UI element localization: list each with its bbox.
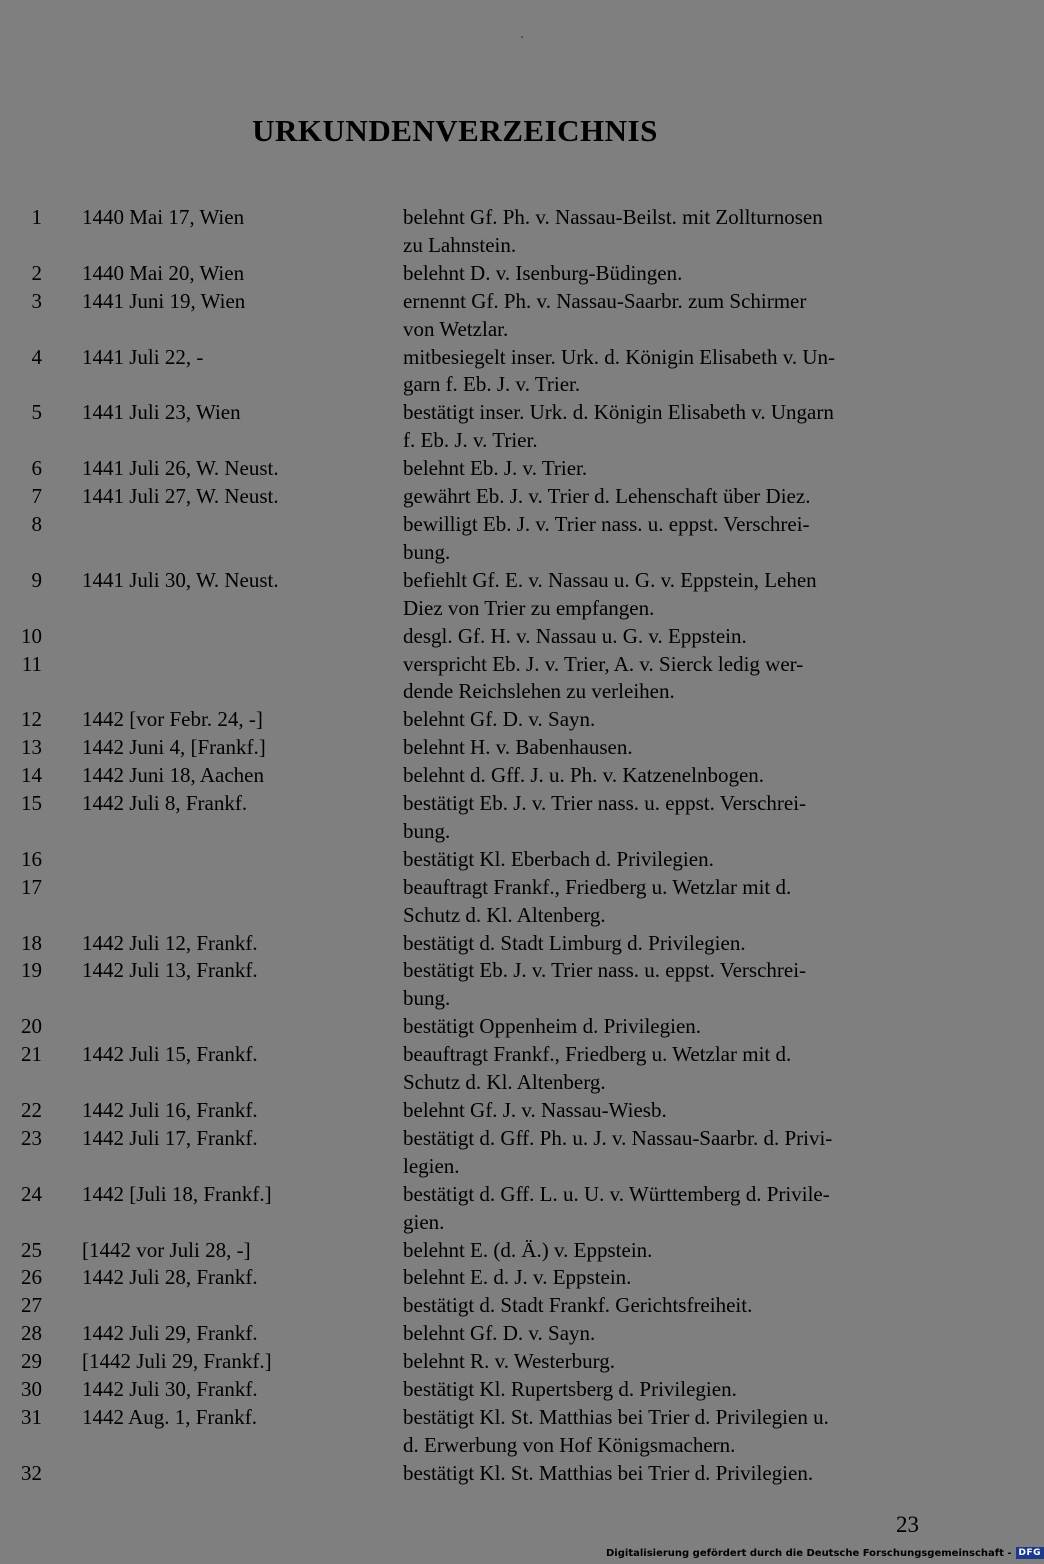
entry-description-line: bewilligt Eb. J. v. Trier nass. u. eppst. Verschrei- <box>403 511 810 536</box>
entry-description <box>403 1041 920 1097</box>
entry-number: 2 <box>31 260 42 285</box>
register-entry <box>0 483 1000 511</box>
register-entry <box>0 1041 1000 1097</box>
register-entry <box>0 762 1000 790</box>
entry-number: 16 <box>21 846 42 871</box>
entry-date-place: 1441 Juli 27, W. Neust. <box>82 484 279 509</box>
entry-number: 11 <box>21 651 42 676</box>
dfg-logo-icon: DFG <box>1016 1547 1044 1559</box>
entry-number: 17 <box>21 874 42 899</box>
entry-description-line: bestätigt Eb. J. v. Trier nass. u. eppst. Verschrei- <box>403 958 807 983</box>
entry-description <box>403 1320 920 1348</box>
entry-date-place: 1442 Juni 18, Aachen <box>82 763 264 788</box>
entry-number: 20 <box>21 1014 42 1039</box>
entry-number: 4 <box>31 344 42 369</box>
entry-number: 26 <box>21 1265 42 1290</box>
entry-description <box>403 1181 920 1237</box>
entry-date-place: [1442 Juli 29, Frankf.] <box>82 1349 272 1374</box>
document-register-list <box>0 204 1000 1488</box>
entry-description <box>403 1013 920 1041</box>
register-entry <box>0 399 1000 455</box>
register-entry <box>0 651 1000 707</box>
entry-date-place: 1440 Mai 20, Wien <box>82 260 245 285</box>
register-entry <box>0 1264 1000 1292</box>
register-entry <box>0 344 1000 400</box>
entry-date-place: 1442 Aug. 1, Frankf. <box>82 1404 257 1429</box>
entry-description <box>403 344 920 400</box>
register-entry <box>0 1125 1000 1181</box>
entry-date-place: 1441 Juli 22, - <box>82 344 204 369</box>
register-entry <box>0 930 1000 958</box>
entry-description-line: belehnt d. Gff. J. u. Ph. v. Katzenelnbogen. <box>403 763 765 788</box>
register-entry <box>0 706 1000 734</box>
entry-description <box>403 1460 920 1488</box>
entry-description-line: belehnt Eb. J. v. Trier. <box>403 456 588 481</box>
entry-description <box>403 1348 920 1376</box>
entry-description-line: bung. <box>403 986 451 1011</box>
entry-number: 18 <box>21 930 42 955</box>
entry-description-line: bestätigt Eb. J. v. Trier nass. u. eppst. Verschrei- <box>403 791 807 816</box>
entry-number: 7 <box>31 484 42 509</box>
entry-description-line: beauftragt Frankf., Friedberg u. Wetzlar mit d. <box>403 1042 792 1067</box>
entry-description <box>403 260 920 288</box>
register-entry <box>0 1237 1000 1265</box>
entry-number: 13 <box>21 735 42 760</box>
page-title: URKUNDENVERZEICHNIS <box>252 112 658 148</box>
page-number: 23 <box>896 1512 919 1537</box>
register-entry <box>0 957 1000 1013</box>
entry-number: 12 <box>21 707 42 732</box>
entry-description-line: belehnt Gf. J. v. Nassau-Wiesb. <box>403 1098 667 1122</box>
entry-description-line: bestätigt Kl. Rupertsberg d. Privilegien. <box>403 1377 737 1402</box>
register-entry <box>0 846 1000 874</box>
entry-date-place: 1442 Juli 12, Frankf. <box>82 930 258 955</box>
entry-date-place: 1442 Juni 4, [Frankf.] <box>82 735 266 760</box>
register-entry <box>0 1292 1000 1320</box>
entry-description-line: ernennt Gf. Ph. v. Nassau-Saarbr. zum Schirmer <box>403 288 807 313</box>
register-entry <box>0 623 1000 651</box>
entry-description-line: beauftragt Frankf., Friedberg u. Wetzlar mit d. <box>403 874 792 899</box>
entry-number: 5 <box>31 400 42 425</box>
entry-description-line: zu Lahnstein. <box>403 232 517 257</box>
entry-date-place: 1441 Juli 23, Wien <box>82 400 241 425</box>
entry-date-place: 1442 Juli 8, Frankf. <box>82 791 248 816</box>
entry-description <box>403 1264 920 1292</box>
register-entry <box>0 1460 1000 1488</box>
entry-description-line: belehnt Gf. D. v. Sayn. <box>403 707 596 732</box>
register-entry <box>0 288 1000 344</box>
register-entry <box>0 1320 1000 1348</box>
entry-number: 23 <box>21 1125 42 1150</box>
register-entry <box>0 567 1000 623</box>
entry-description <box>403 846 920 874</box>
entry-description <box>403 455 920 483</box>
register-entry <box>0 455 1000 483</box>
register-entry <box>0 1013 1000 1041</box>
entry-number: 8 <box>31 511 42 536</box>
entry-description-line: bestätigt d. Gff. Ph. u. J. v. Nassau-Saarbr. d. Privi- <box>403 1125 833 1150</box>
register-entry <box>0 1376 1000 1404</box>
entry-description-line: belehnt E. d. J. v. Eppstein. <box>403 1265 632 1290</box>
entry-date-place: 1441 Juli 30, W. Neust. <box>82 567 279 592</box>
entry-description <box>403 1237 920 1265</box>
entry-date-place: 1442 Juli 13, Frankf. <box>82 958 258 983</box>
footer-text: Digitalisierung gefördert durch die Deutsche Forschungsgemeinschaft - <box>606 1547 1012 1559</box>
entry-description <box>403 399 920 455</box>
entry-description-line: gien. <box>403 1209 445 1234</box>
entry-date-place: 1442 Juli 17, Frankf. <box>82 1125 258 1150</box>
entry-description <box>403 1125 920 1181</box>
scan-speck <box>521 36 523 38</box>
entry-description <box>403 706 920 734</box>
entry-description <box>403 204 920 260</box>
entry-description-line: bestätigt Kl. St. Matthias bei Trier d. Privilegien. <box>403 1460 814 1485</box>
entry-description-line: desgl. Gf. H. v. Nassau u. G. v. Eppstein. <box>403 623 747 648</box>
entry-number: 14 <box>21 763 42 788</box>
entry-description <box>403 511 920 567</box>
entry-description <box>403 874 920 930</box>
entry-date-place: 1442 [vor Febr. 24, -] <box>82 707 263 732</box>
entry-description <box>403 762 920 790</box>
entry-description <box>403 1376 920 1404</box>
entry-date-place: 1442 Juli 15, Frankf. <box>82 1042 258 1067</box>
entry-description-line: befiehlt Gf. E. v. Nassau u. G. v. Eppstein, Lehen <box>403 567 817 592</box>
entry-date-place: 1442 Juli 30, Frankf. <box>82 1377 258 1402</box>
entry-description <box>403 623 920 651</box>
entry-description-line: Schutz d. Kl. Altenberg. <box>403 902 606 927</box>
entry-number: 29 <box>21 1349 42 1374</box>
entry-description <box>403 483 920 511</box>
entry-description <box>403 567 920 623</box>
entry-date-place: 1442 Juli 29, Frankf. <box>82 1321 258 1346</box>
entry-description-line: bung. <box>403 818 451 843</box>
register-entry <box>0 1097 1000 1125</box>
entry-number: 3 <box>31 288 42 313</box>
entry-number: 30 <box>21 1377 42 1402</box>
entry-number: 6 <box>31 456 42 481</box>
entry-description <box>403 1097 920 1125</box>
entry-description-line: bestätigt Kl. Eberbach d. Privilegien. <box>403 846 714 871</box>
entry-number: 31 <box>21 1404 42 1429</box>
entry-number: 28 <box>21 1321 42 1346</box>
register-entry <box>0 511 1000 567</box>
entry-date-place: 1440 Mai 17, Wien <box>82 205 245 229</box>
entry-description <box>403 651 920 707</box>
entry-description-line: garn f. Eb. J. v. Trier. <box>403 372 581 397</box>
entry-description-line: bestätigt d. Stadt Frankf. Gerichtsfreiheit. <box>403 1293 753 1318</box>
entry-description-line: von Wetzlar. <box>403 316 509 341</box>
entry-description-line: bestätigt inser. Urk. d. Königin Elisabeth v. Ungarn <box>403 400 834 425</box>
entry-date-place: 1442 [Juli 18, Frankf.] <box>82 1181 272 1206</box>
entry-description <box>403 288 920 344</box>
entry-description-line: f. Eb. J. v. Trier. <box>403 428 538 453</box>
register-entry <box>0 260 1000 288</box>
entry-number: 19 <box>21 958 42 983</box>
entry-description-line: bestätigt Kl. St. Matthias bei Trier d. Privilegien u. <box>403 1404 829 1429</box>
entry-number: 27 <box>21 1293 42 1318</box>
entry-date-place: 1442 Juli 28, Frankf. <box>82 1265 258 1290</box>
entry-number: 9 <box>31 567 42 592</box>
entry-description-line: bung. <box>403 539 451 564</box>
entry-date-place: 1441 Juni 19, Wien <box>82 288 246 313</box>
entry-number: 32 <box>21 1460 42 1485</box>
entry-description <box>403 790 920 846</box>
entry-description-line: gewährt Eb. J. v. Trier d. Lehenschaft über Diez. <box>403 484 811 509</box>
register-entry <box>0 1404 1000 1460</box>
entry-number: 22 <box>21 1098 42 1122</box>
entry-number: 15 <box>21 791 42 816</box>
entry-description <box>403 1292 920 1320</box>
entry-description-line: Schutz d. Kl. Altenberg. <box>403 1070 606 1095</box>
entry-number: 1 <box>31 205 42 229</box>
register-entry <box>0 1348 1000 1376</box>
entry-description-line: bestätigt d. Stadt Limburg d. Privilegien. <box>403 930 746 955</box>
entry-description <box>403 930 920 958</box>
entry-description-line: bestätigt Oppenheim d. Privilegien. <box>403 1014 702 1039</box>
entry-description-line: mitbesiegelt inser. Urk. d. Königin Elisabeth v. Un- <box>403 344 835 369</box>
register-entry <box>0 734 1000 762</box>
entry-description-line: belehnt E. (d. Ä.) v. Eppstein. <box>403 1237 653 1262</box>
entry-date-place: [1442 vor Juli 28, -] <box>82 1237 251 1262</box>
entry-description-line: bestätigt d. Gff. L. u. U. v. Württemberg d. Privile- <box>403 1181 830 1206</box>
register-entry <box>0 790 1000 846</box>
digitization-footer <box>606 1547 1044 1559</box>
entry-description-line: belehnt H. v. Babenhausen. <box>403 735 633 760</box>
entry-date-place: 1442 Juli 16, Frankf. <box>82 1098 258 1122</box>
register-entry <box>0 1181 1000 1237</box>
entry-date-place: 1441 Juli 26, W. Neust. <box>82 456 279 481</box>
register-entry <box>0 874 1000 930</box>
entry-description <box>403 734 920 762</box>
entry-description-line: dende Reichslehen zu verleihen. <box>403 679 675 704</box>
register-entry <box>0 204 1000 260</box>
entry-description-line: belehnt D. v. Isenburg-Büdingen. <box>403 260 683 285</box>
entry-number: 25 <box>21 1237 42 1262</box>
entry-number: 10 <box>21 623 42 648</box>
entry-description-line: belehnt Gf. Ph. v. Nassau-Beilst. mit Zollturnosen <box>403 205 823 229</box>
entry-number: 24 <box>21 1181 42 1206</box>
entry-description-line: belehnt R. v. Westerburg. <box>403 1349 615 1374</box>
entry-description <box>403 957 920 1013</box>
entry-description-line: verspricht Eb. J. v. Trier, A. v. Sierck ledig wer- <box>403 651 804 676</box>
entry-description-line: Diez von Trier zu empfangen. <box>403 595 655 620</box>
entry-description <box>403 1404 920 1460</box>
entry-number: 21 <box>21 1042 42 1067</box>
entry-description-line: belehnt Gf. D. v. Sayn. <box>403 1321 596 1346</box>
entry-description-line: d. Erwerbung von Hof Königsmachern. <box>403 1432 736 1457</box>
entry-description-line: legien. <box>403 1153 460 1178</box>
